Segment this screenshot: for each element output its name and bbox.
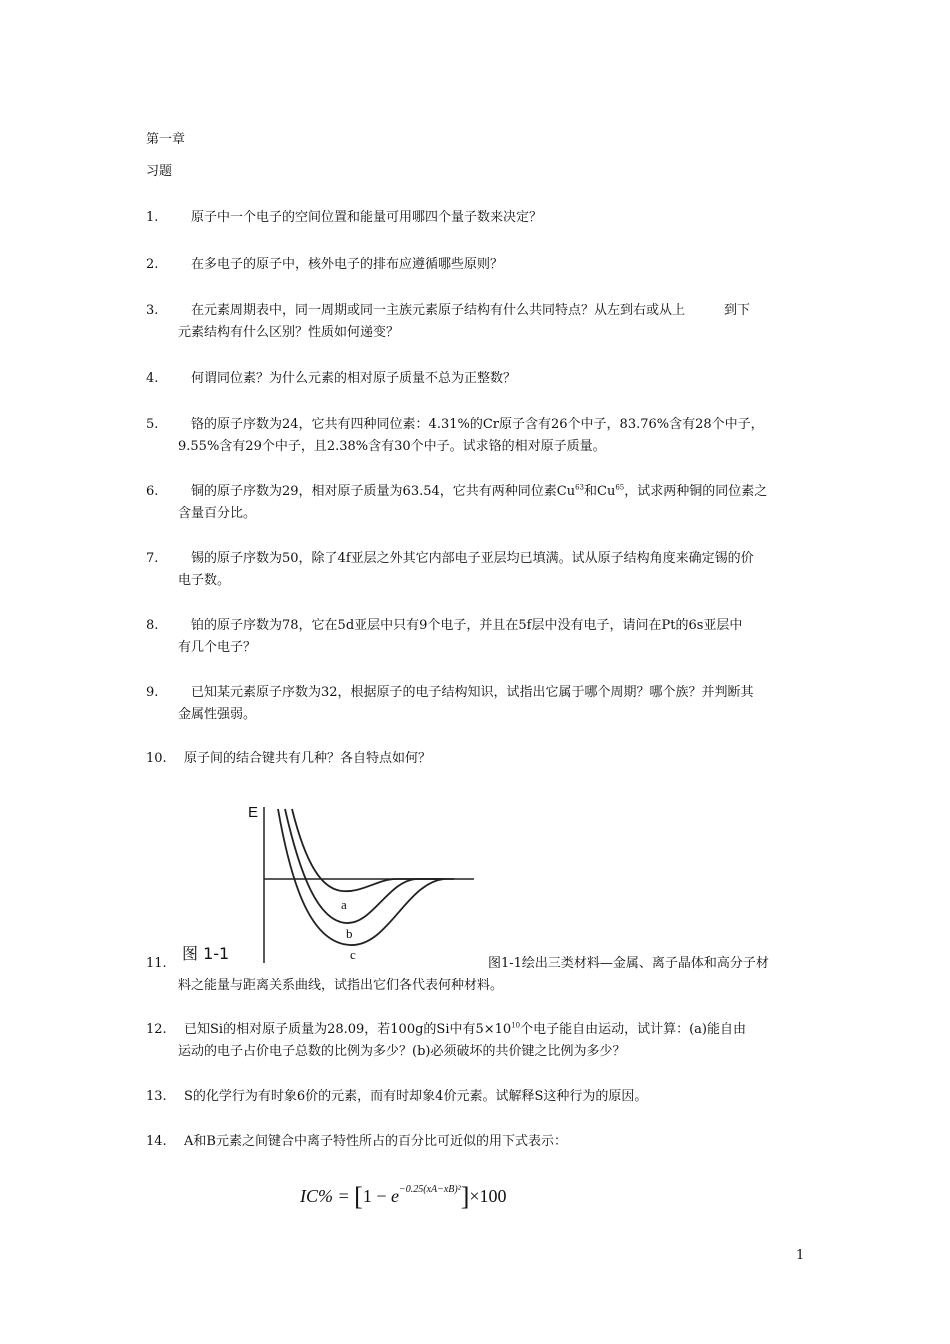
question-number: 10.: [146, 751, 167, 766]
question-number: 3.: [146, 303, 159, 318]
energy-distance-figure: [182, 795, 488, 965]
question-text: 铜的原子序数为29，相对原子质量为63.54，它共有两种同位素Cu$^{63}$和Cu$^{65}$，试求两种铜的同位素之: [191, 483, 768, 499]
question-number: 6.: [146, 484, 159, 499]
question-text: 原子中一个电子的空间位置和能量可用哪四个量子数来决定？: [191, 210, 543, 225]
formula-lhs: IC% =: [300, 1186, 355, 1206]
question-text: 铬的原子序数为24，它共有四种同位素：4.31%的Cr原子含有26个中子，83.76%含有28个中子，: [191, 417, 764, 432]
question-text-cont: 9.55%含有29个中子，且2.38%含有30个中子。试求铬的相对原子质量。: [178, 439, 606, 454]
question-number: 2.: [146, 257, 159, 272]
question-text-cont: 运动的电子占价电子总数的比例为多少？(b)必须破坏的共价键之比例为多少？: [178, 1044, 626, 1059]
question-text: 原子间的结合键共有几种？各自特点如何？: [184, 751, 432, 766]
question-text: 已知Si的相对原子质量为28.09，若100g的Si中有$5\times 10^{10}$个电子能自由运动，试计算：(a)能自由: [184, 1021, 747, 1037]
question-text-cont: 料之能量与距离关系曲线，试指出它们各代表何种材料。: [178, 978, 504, 993]
question-text-cont: 有几个电子？: [178, 640, 257, 655]
question-text: A和B元素之间键合中离子特性所占的百分比可近似的用下式表示：: [184, 1134, 567, 1149]
ionic-character-formula: $IC\% = [1 - e^{-0.25(xA-xB)^2}]\times 100$: [300, 1182, 507, 1211]
formula-exponent: −0.25(xA−xB)²: [398, 1184, 461, 1195]
question-text: S的化学行为有时象6价的元素，而有时却象4价元素。试解释S这种行为的原因。: [184, 1089, 648, 1104]
question-text: 已知某元素原子序数为32，根据原子的电子结构知识，试指出它属于哪个周期？哪个族？并判断其: [191, 685, 754, 700]
curve-label-c: c: [350, 947, 356, 962]
page-number: 1: [796, 1248, 805, 1263]
question-text: 何谓同位素？为什么元素的相对原子质量不总为正整数？: [191, 371, 517, 386]
question-number: 5.: [146, 417, 159, 432]
question-number: 13.: [146, 1089, 167, 1104]
question-text: 在元素周期表中，同一周期或同一主族元素原子结构有什么共同特点？从左到右或从上 到下: [191, 303, 751, 318]
question-text: 锡的原子序数为50，除了4f亚层之外其它内部电子亚层均已填满。试从原子结构角度来确定锡的价: [191, 551, 754, 566]
energy-axis-label: E: [248, 804, 259, 821]
question-text-cont: 电子数。: [178, 573, 231, 588]
question-number: 1.: [146, 210, 159, 225]
question-number: 4.: [146, 371, 159, 386]
curve-b: [285, 809, 454, 923]
question-text: 在多电子的原子中，核外电子的排布应遵循哪些原则？: [191, 257, 504, 272]
question-text: 图1-1绘出三类材料—金属、离子晶体和高分子材: [488, 956, 769, 971]
question-number: 9.: [146, 685, 159, 700]
figure-caption: 图 1-1: [182, 944, 230, 963]
question-number: 7.: [146, 551, 159, 566]
curve-label-b: b: [346, 926, 353, 941]
question-text-cont: 金属性强弱。: [178, 707, 257, 722]
curve-label-a: a: [341, 897, 347, 912]
chapter-heading: 第一章: [146, 132, 186, 147]
section-heading: 习题: [146, 164, 173, 179]
question-number: 12.: [146, 1022, 167, 1037]
curve-c: [278, 809, 444, 945]
question-text-cont: 元素结构有什么区别？性质如何递变？: [178, 325, 400, 340]
question-number: 11.: [146, 956, 167, 971]
question-number: 8.: [146, 618, 159, 633]
question-text: 铂的原子序数为78，它在5d亚层中只有9个电子，并且在5f层中没有电子，请问在Pt的6s亚层中: [191, 618, 743, 633]
question-number: 14.: [146, 1134, 167, 1149]
question-text-cont: 含量百分比。: [178, 506, 257, 521]
